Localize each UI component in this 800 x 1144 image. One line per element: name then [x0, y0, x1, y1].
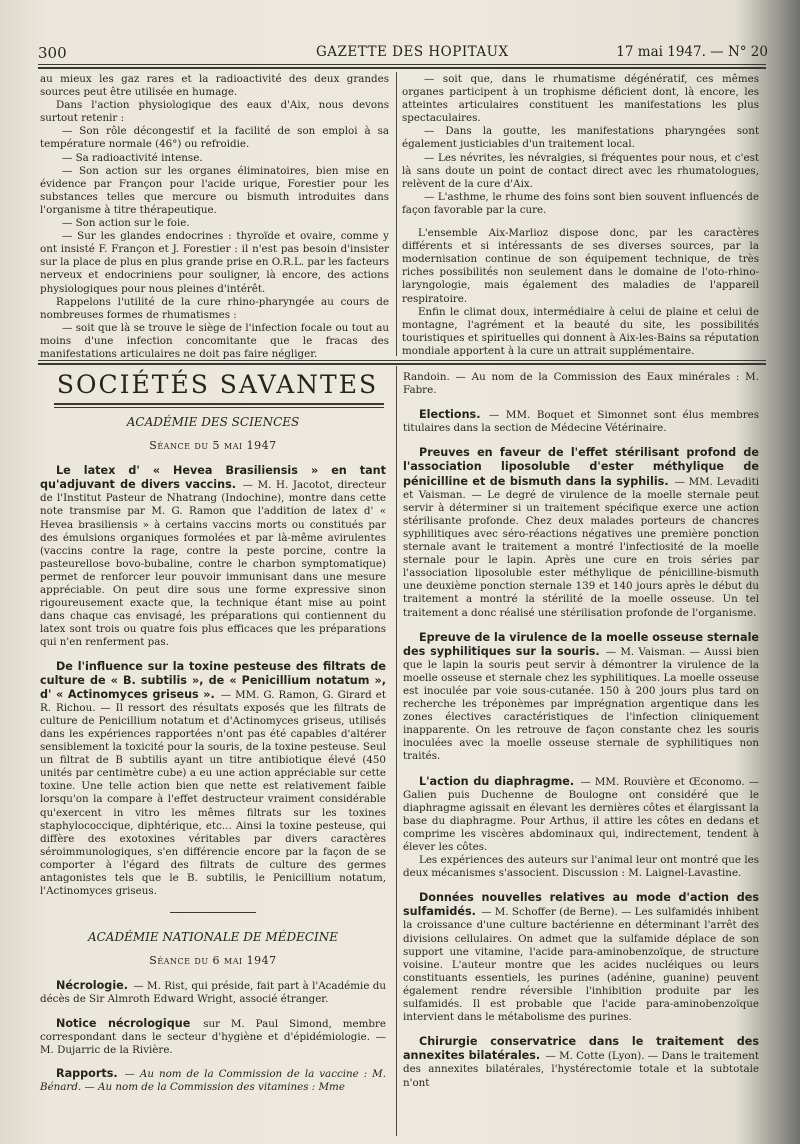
top-right-column [402, 73, 759, 358]
article-text: — M. H. Jacotot, directeur de l'Institut Pasteur de Nhatrang (Indochine), montre dans cette note transmise par M. G. Ramon que l'addition de latex d' « Hevea brasiliensis » à certains vaccins morts ou constitués par des émulsions organiques formolées et par là-même avirulentes (vaccins contre la rage, contre la peste porcine, contre la pasteurellose bovo-bubaline, contre le charbon symptomatique) permet de renforcer leur pouvoir immunisant dans une mesure appréciable. On peut dire sous une forme expressive sinon rigoureusement exacte que, la technique étant mise au point dans chaque cas envisagé, les préparations qui contiennent du latex sont trois ou quatre fois plus efficaces que les préparations qui n'en renferment pas. [40, 479, 386, 649]
academy-heading: ACADÉMIE DES SCIENCES [126, 415, 300, 429]
article-heading: Données nouvelles relatives au mode d'action des sulfamidés. [403, 891, 759, 919]
bottom-right-column [403, 371, 759, 1090]
page-number: 300 [38, 44, 67, 62]
section-rule-thin [38, 360, 766, 361]
article [40, 1017, 386, 1057]
paragraph: — Son action sur les organes éliminatoires, bien mise en évidence par Françon pour l'acide urique, Forestier pour les substances telles que mercure ou bismuth introduites dans l'organisme à titre thérapeutique. [40, 164, 389, 216]
top-left-column [40, 73, 389, 361]
session-heading [40, 954, 386, 967]
paragraph: — Son rôle décongestif et la facilité de son emploi à sa température normale (46°) ou refroidie. [40, 125, 389, 151]
paragraph: — Sa radioactivité intense. [62, 151, 203, 164]
session-heading [40, 439, 386, 452]
article [40, 464, 386, 649]
article-heading: Preuves en faveur de l'effet stérilisant profond de l'association liposoluble d'ester méthylique de pénicilline et de bismuth dans la syphilis. [403, 446, 759, 488]
separator-rule [170, 912, 256, 913]
article-text: — Au nom de la Commission de la vaccine : M. Bénard. — Au nom de la Commission des vitamines : Mme [40, 1067, 386, 1093]
issue-date: 17 mai 1947. — N° 20 [616, 44, 768, 60]
bottom-left-column [40, 416, 386, 1094]
journal-title: GAZETTE DES HOPITAUX [316, 44, 509, 60]
article [403, 1035, 759, 1089]
title-rule-thick [54, 403, 384, 405]
article-text: — M. Schoffer (de Berne). — Les sulfamidés inhibent la croissance d'une culture bactérienne en déterminant l'arrêt des divisions cellulaires. On admet que la sulfamide déplace de son support une vitamine, l'acide para-aminobenzoïque, de structure voisine. L'auteur montre que les acides nucléiques ou leurs constituants essentiels, les purines (adénine, guanine) peuvent également rendre réversible l'inhibition produite par les sulfamidés. Il est probable que l'acide para-aminobenzoïque intervient dans le métabolisme des purines. [403, 906, 759, 1024]
paragraph: — Dans la goutte, les manifestations pharyngées sont également justiciables d'un traitement local. [402, 125, 759, 151]
article-text: — MM. G. Ramon, G. Girard et R. Richou. — Il ressort des résultats exposés que les filtrats de culture de Penicillium notatum et d'Actinomyces griseus, utilisés dans les expériences rapportées n'ont pas été capables d'altérer sensiblement la toxicité pour la souris, de la toxine pesteuse. Seul un filtrat de B subtilis ayant un titre antibiotique élevé (450 unités par centimètre cube) a eu une action appréciable sur cette toxine. Une telle action bien que nette est relativement faible lorsqu'on la compare à l'effet destructeur vraiment considérable qu'exercent in vitro les mêmes filtrats sur les toxines staphylococcique, diphtérique, etc... Ainsi la toxine pesteuse, qui diffère des exotoxines véritables par divers caractères séroimmunologiques, s'en différencie encore par la façon de se comporter à l'égard des filtrats de culture des germes antagonistes tels que le B. subtilis, le Penicillium notatum, l'Actinomyces griseus. [40, 688, 386, 898]
paragraph: Enfin le climat doux, intermédiaire à celui de plaine et celui de montagne, l'agrément et la beauté du site, les possibilités touristiques et spirituelles qui donnent à Aix-les-Bains sa réputation mondiale apportent à la cure un attrait supplémentaire. [402, 305, 759, 357]
paragraph: au mieux les gaz rares et la radioactivité des deux grandes sources peut être utilisée en humage. [40, 73, 389, 99]
article [403, 891, 759, 1024]
article [403, 631, 759, 764]
column-divider [396, 366, 397, 1136]
article [40, 1067, 386, 1094]
article [40, 979, 386, 1006]
paragraph: — soit que là se trouve le siège de l'infection focale ou tout au moins d'une infection concomitante que le fracas des manifestations articulaires ne doit pas faire négliger. [40, 321, 389, 360]
article-text: sur M. Paul Simond, membre correspondant dans le secteur d'hygiène et d'épidémiologie. — M. Dujarric de la Rivière. [40, 1017, 386, 1056]
paragraph: Dans l'action physiologique des eaux d'Aix, nous devons surtout retenir : [40, 99, 389, 125]
article-text: Randoin. — Au nom de la Commission des Eaux minérales : M. Fabre. [403, 371, 759, 397]
article-heading: L'action du diaphragme. [419, 774, 575, 788]
paragraph: — Sur les glandes endocrines : thyroïde et ovaire, comme y ont insisté F. Françon et J. Forestier : il n'est pas besoin d'insister sur la place de plus en plus grande prise en O.R.L. par les facteurs nerveux et endocriniens pour souligner, là encore, des actions physiologiques pour nous pleines d'intérêt. [40, 230, 389, 295]
article-text: — MM. Levaditi et Vaisman. — Le degré de virulence de la moelle sternale peut servir à déterminer si un traitement spécifique exerce une action stérilisante profonde. Chez deux malades porteurs de chancres syphilitiques avec séro-réactions négatives une première ponction sternale avant le traitement a montré l'infectiosité de la moelle sternale pour le lapin. Après une cure en trois séries par l'association liposoluble ester méthylique de pénicilline-bismuth une deuxième ponction sternale 139 et 140 jours après le début du traitement a montré la stérilité de la moelle osseuse. Un tel traitement a donc réalisé une stérilisation profonde de l'organisme. [403, 475, 760, 619]
article-heading: De l'influence sur la toxine pesteuse des filtrats de culture de « B. subtilis », de « Penicillium notatum », d' « Actinomyces griseus ». [40, 659, 386, 701]
header-rule-thick [38, 67, 766, 69]
academy-heading: ACADÉMIE NATIONALE DE MÉDECINE [87, 930, 339, 945]
session-label: Séance du 5 mai 1947 [149, 439, 277, 453]
paragraph: Rappelons l'utilité de la cure rhino-pharyngée au cours de nombreuses formes de rhumatismes : [40, 295, 389, 321]
paragraph: — soit que, dans le rhumatisme dégénératif, ces mêmes organes participent à un trophisme déficient dont, là encore, les atteintes articulaires constituent les manifestations les plus spectaculaires. [402, 73, 759, 125]
article-heading: Le latex d' « Hevea Brasiliensis » en tant qu'adjuvant de divers vaccins. [40, 464, 386, 492]
article [40, 660, 386, 899]
article-heading: Notice nécrologique [56, 1016, 191, 1030]
article [403, 446, 759, 619]
section-title: SOCIÉTÉS SAVANTES [56, 370, 379, 399]
article-heading: Rapports. [56, 1066, 118, 1080]
paragraph: L'ensemble Aix-Marlioz dispose donc, par les caractères différents et si intéressants de ses diverses sources, par la modernisation continue de son équipement technique, de très riches possibilités non seulement dans le domaine de l'oto-rhino-laryngologie, mais également des maladies de l'appareil respiratoire. [402, 227, 759, 305]
paragraph: — Son action sur le foie. [62, 217, 190, 230]
article-text: — MM. Rouvière et Œconomo. — Galien puis Duchenne de Boulogne ont considéré que le diaphragme agissait en élevant les dernières côtes et élargissant la base du diaphragme. Pour Arthus, il attire les côtes en dedans et comprime les viscères abdominaux qui, indirectement, tendent à élever les côtes. [403, 775, 759, 853]
title-rule-thin [54, 407, 384, 408]
article-text: — M. Rist, qui préside, fait part à l'Académie du décès de Sir Almroth Edward Wright, associé étranger. [40, 980, 386, 1006]
article-heading: Chirurgie conservatrice dans le traitement des annexites bilatérales. [403, 1035, 759, 1063]
header-rule-thin [38, 64, 766, 65]
paragraph: — L'asthme, le rhume des foins sont bien souvent influencés de façon favorable par la cure. [402, 190, 759, 216]
article-text: — MM. Boquet et Simonnet sont élus membres titulaires dans la section de Médecine Vétérinaire. [403, 409, 759, 435]
article-text: — M. Cotte (Lyon). — Dans le traitement des annexites bilatérales, l'hystérectomie totale et la subtotale n'ont [403, 1050, 759, 1089]
page-header [38, 44, 778, 66]
article-heading: Nécrologie. [56, 979, 128, 993]
article [403, 775, 759, 855]
session-label: Séance du 6 mai 1947 [149, 954, 277, 968]
column-divider [396, 72, 397, 356]
article-text: — M. Vaisman. — Aussi bien que le lapin la souris peut servir à démontrer la virulence de la moelle osseuse et sternale chez les syphilitiques. La moelle osseuse est inoculée par voie sous-cutanée. 150 à 200 jours plus tard on recherche les tréponèmes par imprégnation argentique dans les zones électives caractéristiques de l'infection cliniquement inapparente. On les retrouve de façon constante chez les souris inoculées avec la moelle osseuse sternale de syphilitiques non traités. [403, 645, 759, 763]
paragraph: Les expériences des auteurs sur l'animal leur ont montré que les deux mécanismes s'associent. Discussion : M. Laignel-Lavastine. [403, 854, 759, 880]
article-heading: Epreuve de la virulence de la moelle osseuse sternale des syphilitiques sur la souris. [403, 630, 759, 658]
section-rule-thick [38, 363, 766, 365]
article [403, 408, 759, 435]
article-heading: Elections. [419, 408, 481, 422]
paragraph: — Les névrites, les névralgies, si fréquentes pour nous, et c'est là sans doute un point de contact direct avec les rhumatologues, relèvent de la cure d'Aix. [402, 151, 759, 190]
